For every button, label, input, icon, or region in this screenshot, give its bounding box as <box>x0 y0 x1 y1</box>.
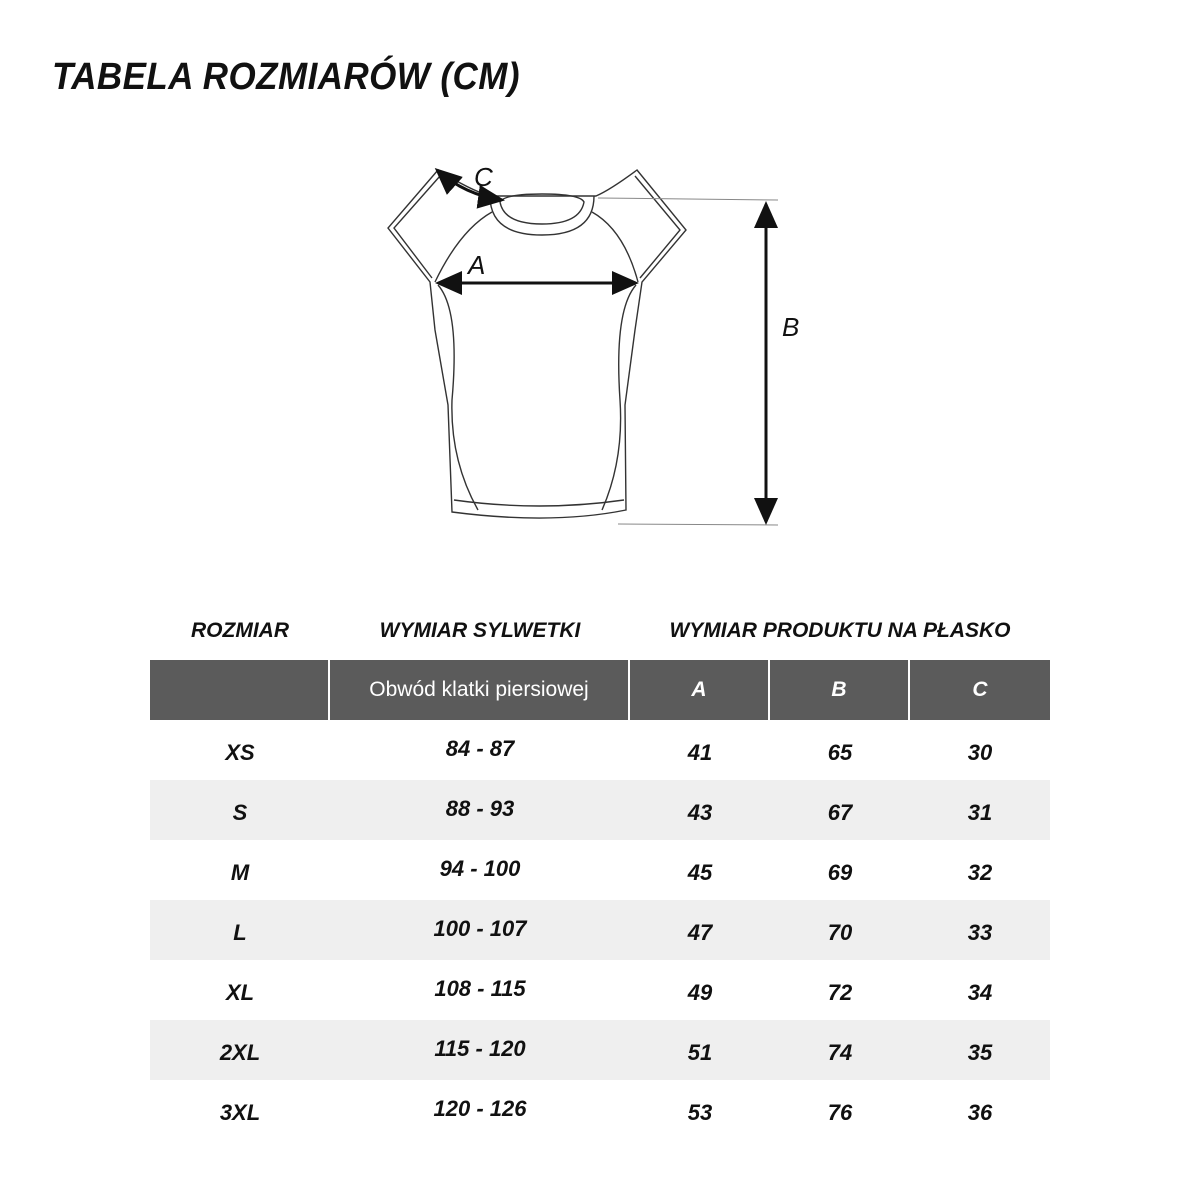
cell-chest: 115 - 120 <box>434 1036 526 1061</box>
cell-a: 53 <box>687 1100 713 1125</box>
label-c: C <box>474 162 493 192</box>
cell-chest: 88 - 93 <box>445 796 515 821</box>
cell-b: 67 <box>827 800 853 825</box>
cell-chest: 84 - 87 <box>445 736 515 761</box>
cell-chest: 120 - 126 <box>433 1096 527 1121</box>
cell-c: 31 <box>967 800 993 825</box>
cell-b: 72 <box>827 980 853 1005</box>
table-row <box>150 1020 1050 1080</box>
table-row <box>150 1080 1050 1140</box>
header-size <box>150 660 330 720</box>
cell-c: 30 <box>967 740 993 765</box>
cell-b: 70 <box>827 920 853 945</box>
cell-a: 49 <box>687 980 713 1005</box>
table-row <box>150 960 1050 1020</box>
cell-size: M <box>230 860 250 885</box>
cell-c: 34 <box>967 980 993 1005</box>
cell-a: 47 <box>687 920 713 945</box>
cell-a: 41 <box>687 740 713 765</box>
label-a: A <box>468 250 486 280</box>
cell-size: XL <box>225 980 255 1005</box>
cell-size: L <box>233 920 247 945</box>
table-row <box>150 720 1050 780</box>
cell-chest: 100 - 107 <box>433 916 527 941</box>
header-b: B <box>770 660 910 720</box>
cell-c: 33 <box>967 920 993 945</box>
cell-chest: 108 - 115 <box>434 976 526 1001</box>
group-header-size: ROZMIAR <box>191 619 289 642</box>
group-header-body: WYMIAR SYLWETKI <box>379 619 581 642</box>
table-row <box>150 780 1050 840</box>
header-a: A <box>630 660 770 720</box>
cell-b: 74 <box>827 1040 853 1065</box>
cell-c: 36 <box>967 1100 993 1125</box>
cell-size: XS <box>225 740 255 765</box>
tshirt-outline-icon <box>380 150 820 540</box>
cell-b: 69 <box>827 860 853 885</box>
cell-size: S <box>232 800 248 825</box>
cell-b: 65 <box>827 740 853 765</box>
header-c: C <box>972 678 988 701</box>
cell-a: 51 <box>687 1040 713 1065</box>
header-chest: Obwód klatki piersiowej <box>330 660 630 720</box>
size-table <box>150 660 1050 1140</box>
table-row <box>150 840 1050 900</box>
cell-a: 45 <box>687 860 713 885</box>
group-header-product: WYMIAR PRODUKTU NA PŁASKO <box>669 619 1011 642</box>
cell-b: 76 <box>827 1100 853 1125</box>
page-title: TABELA ROZMIARÓW (CM) <box>52 56 520 98</box>
cell-chest: 94 - 100 <box>439 856 521 881</box>
cell-c: 35 <box>967 1040 993 1065</box>
table-header <box>150 660 1050 720</box>
cell-size: 2XL <box>219 1040 261 1065</box>
cell-c: 32 <box>967 860 993 885</box>
cell-size: 3XL <box>219 1100 261 1125</box>
tshirt-diagram <box>380 150 820 540</box>
cell-a: 43 <box>687 800 713 825</box>
label-b: B <box>782 312 800 342</box>
table-row <box>150 900 1050 960</box>
